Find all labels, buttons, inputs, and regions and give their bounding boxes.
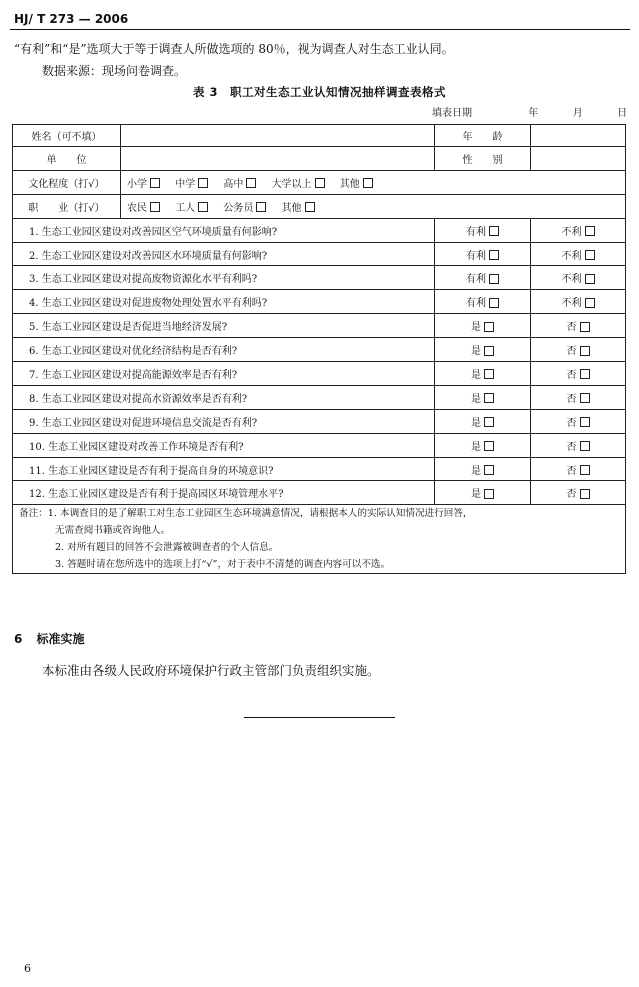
answer-option[interactable] bbox=[435, 242, 531, 266]
question-rows bbox=[13, 218, 626, 505]
checkbox-icon[interactable] bbox=[484, 465, 494, 475]
answer-option[interactable] bbox=[435, 362, 531, 386]
table-row bbox=[13, 409, 626, 433]
table-row bbox=[13, 290, 626, 314]
checkbox-icon[interactable] bbox=[150, 202, 160, 212]
checkbox-icon[interactable] bbox=[198, 178, 208, 188]
answer-option[interactable] bbox=[435, 218, 531, 242]
checkbox-icon[interactable] bbox=[484, 441, 494, 451]
note-line: 3. 答题时请在您所选中的选项上打“√”，对于表中不清楚的调查内容可以不选。 bbox=[55, 559, 391, 571]
fill-date-month: 月 bbox=[572, 108, 583, 119]
end-rule bbox=[244, 717, 395, 718]
answer-option-label: 否 bbox=[566, 489, 577, 501]
checkbox-icon[interactable] bbox=[484, 417, 494, 427]
name-label: 姓名（可不填） bbox=[13, 125, 121, 147]
table-row bbox=[13, 242, 626, 266]
answer-option-label: 有利 bbox=[466, 226, 487, 238]
answer-option-label: 否 bbox=[566, 393, 577, 405]
question-text: 6. 生态工业园区建设对优化经济结构是否有利? bbox=[13, 338, 435, 362]
answer-option-label: 否 bbox=[566, 322, 577, 334]
fill-date-line bbox=[432, 104, 627, 119]
answer-option-label: 否 bbox=[566, 346, 577, 358]
education-option[interactable]: 小学 bbox=[127, 179, 160, 190]
occupation-option[interactable]: 工人 bbox=[175, 203, 208, 214]
answer-option[interactable] bbox=[435, 314, 531, 338]
checkbox-icon[interactable] bbox=[484, 489, 494, 499]
checkbox-icon[interactable] bbox=[246, 178, 256, 188]
answer-option-label: 不利 bbox=[561, 274, 582, 286]
checkbox-icon[interactable] bbox=[580, 393, 590, 403]
checkbox-icon[interactable] bbox=[305, 202, 315, 212]
answer-option-label: 否 bbox=[566, 369, 577, 381]
answer-option[interactable] bbox=[531, 409, 626, 433]
fill-date-label: 填表日期 bbox=[432, 108, 472, 119]
education-option[interactable]: 大学以上 bbox=[272, 179, 325, 190]
answer-option[interactable] bbox=[435, 290, 531, 314]
answer-option[interactable] bbox=[435, 385, 531, 409]
answer-option[interactable] bbox=[435, 338, 531, 362]
answer-option-label: 是 bbox=[471, 322, 482, 334]
answer-option[interactable] bbox=[435, 481, 531, 505]
answer-option[interactable] bbox=[531, 314, 626, 338]
checkbox-icon[interactable] bbox=[489, 226, 499, 236]
education-option[interactable]: 其他 bbox=[340, 179, 373, 190]
occupation-options bbox=[121, 194, 626, 218]
checkbox-icon[interactable] bbox=[484, 393, 494, 403]
checkbox-icon[interactable] bbox=[489, 274, 499, 284]
checkbox-icon[interactable] bbox=[489, 298, 499, 308]
header-rule bbox=[10, 29, 630, 30]
answer-option[interactable] bbox=[531, 433, 626, 457]
question-text: 10. 生态工业园区建设对改善工作环境是否有利? bbox=[13, 433, 435, 457]
table-row bbox=[13, 481, 626, 505]
sex-label: 性 别 bbox=[435, 147, 531, 171]
note-line: 备注：1. 本调查目的是了解职工对生态工业园区生态环境满意情况，请根据本人的实际认知情况进行回答， bbox=[19, 508, 473, 520]
answer-option-label: 有利 bbox=[466, 250, 487, 262]
answer-option-label: 是 bbox=[471, 441, 482, 453]
unit-label: 单 位 bbox=[13, 147, 121, 171]
answer-option[interactable] bbox=[435, 433, 531, 457]
checkbox-icon[interactable] bbox=[580, 417, 590, 427]
checkbox-icon[interactable] bbox=[580, 441, 590, 451]
answer-option-label: 否 bbox=[566, 417, 577, 429]
question-text: 1. 生态工业园区建设对改善园区空气环境质量有何影响? bbox=[13, 218, 435, 242]
question-text: 11. 生态工业园区建设是否有利于提高自身的环境意识? bbox=[13, 457, 435, 481]
answer-option-label: 否 bbox=[566, 441, 577, 453]
table-row bbox=[13, 170, 626, 194]
sex-field[interactable] bbox=[531, 147, 626, 171]
answer-option-label: 是 bbox=[471, 417, 482, 429]
answer-option[interactable] bbox=[531, 481, 626, 505]
answer-option-label: 是 bbox=[471, 465, 482, 477]
table-row bbox=[13, 125, 626, 147]
answer-option-label: 是 bbox=[471, 346, 482, 358]
answer-option-label: 是 bbox=[471, 393, 482, 405]
checkbox-icon[interactable] bbox=[580, 322, 590, 332]
checkbox-icon[interactable] bbox=[484, 322, 494, 332]
answer-option-label: 是 bbox=[471, 489, 482, 501]
answer-option-label: 是 bbox=[471, 369, 482, 381]
survey-form-table bbox=[12, 124, 626, 574]
checkbox-icon[interactable] bbox=[315, 178, 325, 188]
table-row bbox=[13, 362, 626, 386]
answer-option[interactable] bbox=[531, 385, 626, 409]
education-label: 文化程度（打√） bbox=[13, 170, 121, 194]
section-title: 标准实施 bbox=[36, 632, 85, 646]
checkbox-icon[interactable] bbox=[484, 369, 494, 379]
table-row bbox=[13, 314, 626, 338]
fill-date-year: 年 bbox=[528, 108, 539, 119]
question-text: 2. 生态工业园区建设对改善园区水环境质量有何影响? bbox=[13, 242, 435, 266]
paragraph-criteria: “有利”和“是”选项大于等于调查人所做选项的 80％，视为调查人对生态工业认同。 bbox=[14, 42, 454, 56]
answer-option[interactable] bbox=[531, 290, 626, 314]
answer-option[interactable] bbox=[435, 457, 531, 481]
section-heading bbox=[14, 630, 85, 647]
table-row bbox=[13, 218, 626, 242]
checkbox-icon[interactable] bbox=[585, 226, 595, 236]
note-line: 无需查阅书籍或咨询他人。 bbox=[55, 525, 171, 537]
age-field[interactable] bbox=[531, 125, 626, 147]
question-text: 7. 生态工业园区建设对提高能源效率是否有利? bbox=[13, 362, 435, 386]
checkbox-icon[interactable] bbox=[150, 178, 160, 188]
answer-option-label: 有利 bbox=[466, 274, 487, 286]
unit-field[interactable] bbox=[121, 147, 435, 171]
checkbox-icon[interactable] bbox=[580, 489, 590, 499]
table-row bbox=[13, 194, 626, 218]
answer-option[interactable] bbox=[531, 362, 626, 386]
checkbox-icon[interactable] bbox=[585, 274, 595, 284]
checkbox-icon[interactable] bbox=[580, 346, 590, 356]
occupation-option[interactable]: 农民 bbox=[127, 203, 160, 214]
question-text: 9. 生态工业园区建设对促进环境信息交流是否有利? bbox=[13, 409, 435, 433]
section-number: 6 bbox=[14, 632, 23, 646]
answer-option-label: 不利 bbox=[561, 298, 582, 310]
checkbox-icon[interactable] bbox=[256, 202, 266, 212]
table-row bbox=[13, 266, 626, 290]
occupation-option[interactable]: 其他 bbox=[282, 203, 315, 214]
table-title: 表 3 职工对生态工业认知情况抽样调查表格式 bbox=[192, 85, 446, 99]
checkbox-icon[interactable] bbox=[363, 178, 373, 188]
checkbox-icon[interactable] bbox=[484, 346, 494, 356]
occupation-label: 职 业（打√） bbox=[13, 194, 121, 218]
answer-option-label: 不利 bbox=[561, 250, 582, 262]
question-text: 3. 生态工业园区建设对提高废物资源化水平有利吗? bbox=[13, 266, 435, 290]
occupation-option[interactable]: 公务员 bbox=[223, 203, 266, 214]
checkbox-icon[interactable] bbox=[198, 202, 208, 212]
table-row bbox=[13, 457, 626, 481]
education-options bbox=[121, 170, 626, 194]
name-field[interactable] bbox=[121, 125, 435, 147]
answer-option-label: 有利 bbox=[466, 298, 487, 310]
notes-cell bbox=[13, 505, 626, 574]
checkbox-icon[interactable] bbox=[585, 298, 595, 308]
checkbox-icon[interactable] bbox=[585, 250, 595, 260]
answer-option[interactable] bbox=[435, 266, 531, 290]
answer-option[interactable] bbox=[531, 266, 626, 290]
checkbox-icon[interactable] bbox=[580, 369, 590, 379]
table-row bbox=[13, 385, 626, 409]
answer-option[interactable] bbox=[531, 338, 626, 362]
question-text: 5. 生态工业园区建设是否促进当地经济发展? bbox=[13, 314, 435, 338]
fill-date-day: 日 bbox=[617, 108, 628, 119]
table-row bbox=[13, 505, 626, 574]
question-text: 8. 生态工业园区建设对提高水资源效率是否有利? bbox=[13, 385, 435, 409]
checkbox-icon[interactable] bbox=[489, 250, 499, 260]
education-option[interactable]: 高中 bbox=[223, 179, 256, 190]
answer-option-label: 不利 bbox=[561, 226, 582, 238]
section-body: 本标准由各级人民政府环境保护行政主管部门负责组织实施。 bbox=[42, 663, 380, 678]
education-option[interactable]: 中学 bbox=[175, 179, 208, 190]
answer-option[interactable] bbox=[531, 218, 626, 242]
note-line: 2. 对所有题目的回答不会泄露被调查者的个人信息。 bbox=[55, 542, 279, 554]
paragraph-data-source: 数据来源：现场问卷调查。 bbox=[42, 64, 187, 78]
document-id: HJ/ T 273 — 2006 bbox=[14, 12, 129, 26]
answer-option[interactable] bbox=[531, 457, 626, 481]
answer-option[interactable] bbox=[531, 242, 626, 266]
table-row bbox=[13, 147, 626, 171]
answer-option-label: 否 bbox=[566, 465, 577, 477]
age-label: 年 龄 bbox=[435, 125, 531, 147]
question-text: 12. 生态工业园区建设是否有利于提高园区环境管理水平? bbox=[13, 481, 435, 505]
checkbox-icon[interactable] bbox=[580, 465, 590, 475]
answer-option[interactable] bbox=[435, 409, 531, 433]
page-number: 6 bbox=[24, 962, 31, 975]
table-row bbox=[13, 433, 626, 457]
table-row bbox=[13, 338, 626, 362]
question-text: 4. 生态工业园区建设对促进废物处理处置水平有利吗? bbox=[13, 290, 435, 314]
